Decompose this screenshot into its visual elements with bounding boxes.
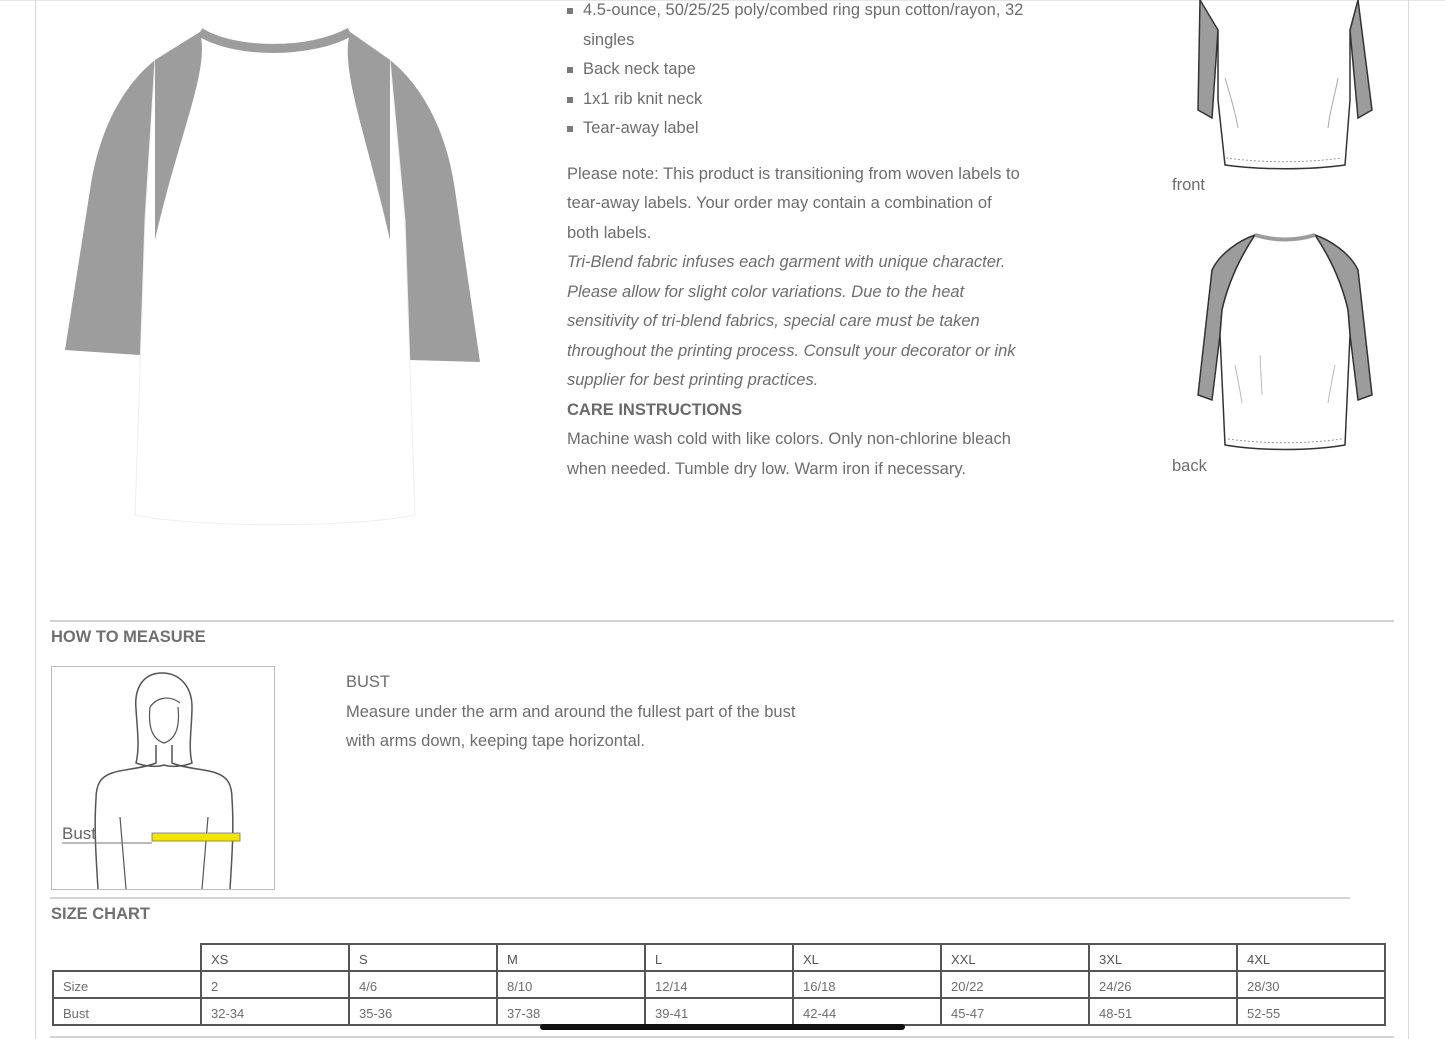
bust-figure-label: Bust xyxy=(62,824,97,843)
table-cell: 39-41 xyxy=(645,998,793,1025)
size-header-row xyxy=(53,944,1385,971)
table-cell: 8/10 xyxy=(497,971,645,998)
bust-instructions xyxy=(346,668,816,757)
feature-list xyxy=(567,0,1027,144)
table-cell: 20/22 xyxy=(941,971,1089,998)
how-to-measure-heading: HOW TO MEASURE xyxy=(51,628,206,646)
table-cell: 4/6 xyxy=(349,971,497,998)
feature-item: 4.5-ounce, 50/25/25 poly/combed ring spun cotton/rayon, 32 singles xyxy=(567,0,1027,55)
front-line-drawing xyxy=(1190,0,1380,172)
size-header-cell: S xyxy=(349,944,497,971)
row-label-cell: Bust xyxy=(53,998,201,1025)
front-caption: front xyxy=(1172,176,1206,194)
row-label-cell: Size xyxy=(53,971,201,998)
product-description xyxy=(567,0,1027,484)
table-cell: 32-34 xyxy=(201,998,349,1025)
care-instructions-heading: CARE INSTRUCTIONS xyxy=(567,400,743,419)
section-divider xyxy=(50,620,1394,622)
table-cell: 37-38 xyxy=(497,998,645,1025)
home-indicator-bar[interactable] xyxy=(540,1024,905,1030)
bust-description: Measure under the arm and around the fullest part of the bust with arms down, keeping tape horizontal. xyxy=(346,702,796,750)
table-row xyxy=(53,971,1385,998)
size-header-cell: XXL xyxy=(941,944,1089,971)
size-header-cell: 4XL xyxy=(1237,944,1385,971)
table-cell: 52-55 xyxy=(1237,998,1385,1025)
table-cell: 2 xyxy=(201,971,349,998)
size-chart-heading: SIZE CHART xyxy=(51,905,150,923)
product-image xyxy=(60,20,485,530)
back-caption: back xyxy=(1172,457,1207,475)
size-header-cell: XL xyxy=(793,944,941,971)
label-note: Please note: This product is transitioning from woven labels to tear-away labels. Your order may contain a combination of both labels. xyxy=(567,164,1020,242)
table-cell: 28/30 xyxy=(1237,971,1385,998)
body-outline-illustration xyxy=(52,667,274,889)
triblend-note: Tri-Blend fabric infuses each garment with unique character. Please allow for slight color variations. Due to the heat sensitivity of tri-blend fabrics, special care must be taken throughout the printing process. Consult your decorator or ink supplier for best printing practices. xyxy=(567,253,1016,389)
table-cell: 24/26 xyxy=(1089,971,1237,998)
size-header-cell: L xyxy=(645,944,793,971)
table-cell: 45-47 xyxy=(941,998,1089,1025)
table-row xyxy=(53,998,1385,1025)
section-divider xyxy=(50,1036,1394,1038)
table-cell: 16/18 xyxy=(793,971,941,998)
care-instructions-text: Machine wash cold with like colors. Only non-chlorine bleach when needed. Tumble dry low. Warm iron if necessary. xyxy=(567,430,1011,478)
page-right-border xyxy=(1408,0,1409,1039)
bust-heading: BUST xyxy=(346,673,391,691)
table-cell: 12/14 xyxy=(645,971,793,998)
feature-item: Back neck tape xyxy=(567,55,1027,85)
size-header-cell: 3XL xyxy=(1089,944,1237,971)
feature-item: Tear-away label xyxy=(567,114,1027,144)
section-divider xyxy=(50,897,1350,899)
size-chart-table xyxy=(52,943,1386,1026)
page-left-border xyxy=(35,0,36,1039)
feature-item: 1x1 rib knit neck xyxy=(567,85,1027,115)
size-header-cell: XS xyxy=(201,944,349,971)
table-cell: 48-51 xyxy=(1089,998,1237,1025)
table-cell: 42-44 xyxy=(793,998,941,1025)
back-line-drawing xyxy=(1190,225,1380,455)
table-cell: 35-36 xyxy=(349,998,497,1025)
table-corner-cell xyxy=(53,944,201,971)
size-header-cell: M xyxy=(497,944,645,971)
bust-measure-figure xyxy=(51,666,275,890)
